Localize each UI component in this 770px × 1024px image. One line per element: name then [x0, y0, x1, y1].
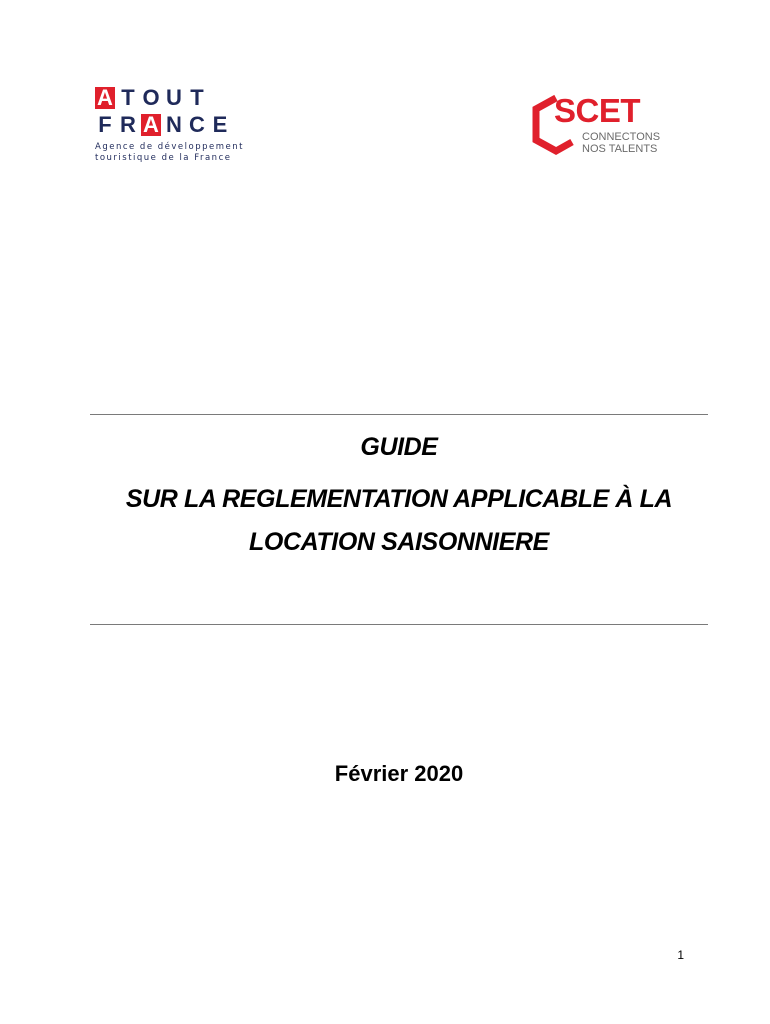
atout-tagline-1: Agence de développement — [95, 142, 244, 152]
document-subtitle-line2: LOCATION SAISONNIERE — [249, 528, 549, 556]
scet-logo — [528, 94, 673, 156]
atout-letter: T — [121, 85, 135, 110]
atout-logo-line1 — [95, 85, 255, 111]
atout-tagline-2: touristique de la France — [95, 153, 232, 163]
scet-tagline-2: NOS TALENTS — [582, 143, 658, 155]
atout-letter: E — [212, 112, 228, 137]
atout-letter: N — [166, 112, 182, 137]
atout-letter: T — [190, 85, 204, 110]
title-bottom-divider — [90, 624, 708, 625]
page-number: 1 — [677, 948, 684, 962]
title-top-divider — [90, 414, 708, 415]
document-subtitle-line1: SUR LA REGLEMENTATION APPLICABLE À LA — [125, 485, 673, 513]
atout-letter: R — [120, 112, 136, 137]
atout-logo-line2 — [95, 112, 255, 138]
atout-letter: U — [166, 85, 182, 110]
document-title: GUIDE — [360, 433, 438, 461]
atout-letter: A — [141, 114, 161, 136]
document-date: Février 2020 — [334, 761, 464, 786]
atout-letter: A — [95, 87, 115, 109]
atout-letter: C — [189, 112, 205, 137]
scet-tagline-1: CONNECTONS — [582, 131, 661, 143]
atout-letter: F — [98, 112, 112, 137]
atout-letter: O — [142, 85, 160, 110]
scet-wordmark: SCET — [554, 92, 641, 129]
atout-france-logo — [95, 85, 255, 165]
